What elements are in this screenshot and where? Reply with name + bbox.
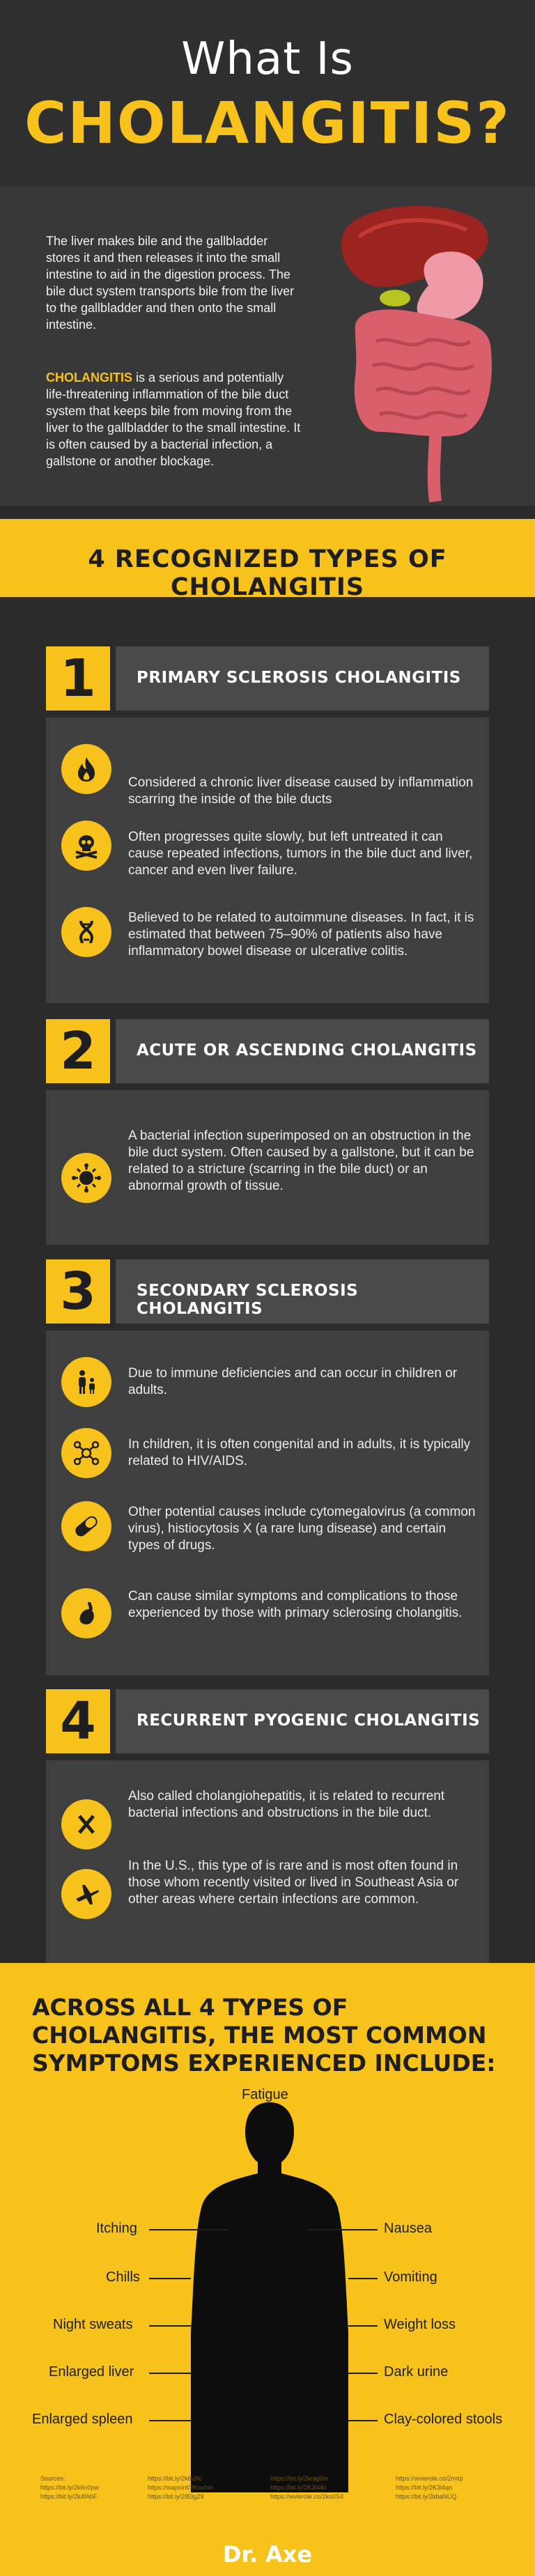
type-1-panel	[46, 717, 489, 1003]
symptom-connector	[149, 2325, 191, 2327]
sources-label: Sources:	[40, 2475, 65, 2482]
source-link[interactable]: https://bit.ly/2K3l44v	[270, 2484, 327, 2491]
symptom-weight-loss: Weight loss	[384, 2317, 456, 2332]
title-line-1: What Is	[181, 33, 354, 85]
symptom-fatigue: Fatigue	[242, 2087, 288, 2102]
list-item-text: Also called cholangiohepatitis, it is related to recurrent bacterial infections and obstructions in the bile duct.	[128, 1789, 445, 1820]
symptom-connector	[149, 2420, 191, 2421]
symptom-night-sweats: Night sweats	[53, 2317, 133, 2332]
symptoms-section	[0, 1963, 535, 2576]
gallbladder-icon	[61, 1588, 111, 1638]
symptom-chills: Chills	[106, 2269, 140, 2285]
dna-icon	[61, 907, 111, 957]
bacteria-icon	[61, 1153, 111, 1203]
type-3-panel	[46, 1330, 489, 1675]
type-4-header	[116, 1689, 489, 1753]
source-link[interactable]: https://wvierole.co/2ko0S4	[270, 2493, 344, 2500]
symptom-enlarged-spleen: Enlarged spleen	[32, 2412, 133, 2427]
digestive-organs-illustration	[317, 202, 526, 509]
type-2-number: 2	[46, 1019, 110, 1083]
type-1-header	[116, 646, 489, 711]
symptoms-title: ACROSS ALL 4 TYPES OF CHOLANGITIS, THE MOST COMMON SYMPTOMS EXPERIENCED INCLUDE:	[32, 1994, 496, 2077]
source-link[interactable]: https://wapoint/2Koxhm	[148, 2484, 213, 2491]
sources-column-4	[396, 2474, 463, 2501]
symptom-clay-colored-stools: Clay-colored stools	[384, 2412, 503, 2427]
source-link[interactable]: https://bit.ly/2kbaNUQ	[396, 2493, 457, 2500]
symptom-connector	[308, 2229, 378, 2230]
type-4-title: RECURRENT PYOGENIC CHOLANGITIS	[137, 1712, 481, 1730]
type-2-header	[116, 1019, 489, 1083]
human-silhouette	[191, 2102, 348, 2492]
list-item-text: Due to immune deficiencies and can occur in children or adults.	[128, 1366, 458, 1397]
intro-paragraph-2	[46, 369, 304, 470]
type-4-panel	[46, 1760, 489, 1966]
source-link[interactable]: https://bit.ly/2k4fAbF	[40, 2493, 98, 2500]
pill-icon	[61, 1501, 111, 1551]
symptom-connector	[348, 2325, 378, 2327]
type-1-title: PRIMARY SCLEROSIS CHOLANGITIS	[137, 669, 461, 687]
symptom-connector	[149, 2229, 228, 2230]
family-icon	[61, 1357, 111, 1407]
sources-column-3	[270, 2474, 343, 2501]
source-link[interactable]: https://bit.ly/2k6n0pw	[40, 2484, 100, 2491]
type-2-panel	[46, 1090, 489, 1245]
type-4-number: 4	[46, 1689, 110, 1753]
source-link[interactable]: https://bit.ly/2k6uXc	[148, 2475, 203, 2482]
symptom-connector	[149, 2278, 191, 2279]
x-icon	[61, 1799, 111, 1849]
symptom-connector	[348, 2420, 378, 2421]
intro-paragraph-1: The liver makes bile and the gallbladder stores it and then releases it into the small intestine to aid in the digestion process. The bile duct system transports bile from the liver to the gallbladder and then onto the small intestine.	[46, 234, 295, 332]
sources-column-2	[148, 2474, 213, 2501]
type-2-title: ACUTE OR ASCENDING CHOLANGITIS	[137, 1041, 477, 1060]
types-banner	[0, 519, 535, 601]
source-link[interactable]: https://wvierole.co/2mtqi	[396, 2475, 463, 2482]
list-item-text: Considered a chronic liver disease caused by inflammation scarring the inside of the bile ducts	[128, 775, 474, 807]
type-1-number: 1	[46, 646, 110, 711]
symptom-nausea: Nausea	[384, 2221, 432, 2236]
list-item-text: A bacterial infection superimposed on an obstruction in the bile duct system. Often caused by a gallstone, but it can be related to a stricture (scarring in the bile duct) or an abnormal growth of tissue.	[128, 1128, 474, 1193]
symptom-connector	[348, 2373, 378, 2374]
airplane-icon	[61, 1869, 111, 1919]
list-item-text: Can cause similar symptoms and complications to those experienced by those with primary sclerosing cholangitis.	[128, 1589, 463, 1620]
symptom-connector	[348, 2278, 378, 2279]
source-link[interactable]: https://bit.ly/2I83g29	[148, 2493, 204, 2500]
symptom-connector	[149, 2373, 191, 2374]
brand-logo: Dr. Axe	[222, 2541, 313, 2568]
header	[0, 0, 535, 187]
list-item-text: Other potential causes include cytomegalovirus (a common virus), histiocytosis X (a rare lung disease) and certain types of drugs.	[128, 1505, 476, 1553]
list-item-text: Believed to be related to autoimmune diseases. In fact, it is estimated that between 75–90% of patients also have inflammatory bowel disease or ulcerative colitis.	[128, 910, 474, 959]
sources-column-1	[40, 2474, 99, 2501]
intro-highlight: CHOLANGITIS	[46, 371, 132, 385]
symptom-vomiting: Vomiting	[384, 2269, 437, 2285]
skull-icon	[61, 821, 111, 871]
flame-icon	[61, 744, 111, 794]
list-item-text: Often progresses quite slowly, but left untreated it can cause repeated infections, tumors in the bile duct and liver, cancer and even liver failure.	[128, 830, 473, 878]
list-item-text: In the U.S., this type of is rare and is most often found in those whom recently visited or lived in Southeast Asia or other areas where certain infections are common.	[128, 1859, 459, 1907]
type-3-number: 3	[46, 1259, 110, 1324]
title-line-2: CHOLANGITIS?	[24, 91, 511, 157]
virus-network-icon	[61, 1428, 111, 1478]
symptom-dark-urine: Dark urine	[384, 2364, 449, 2380]
list-item-text: In children, it is often congenital and in adults, it is typically related to HIV/AIDS.	[128, 1437, 471, 1468]
source-link[interactable]: https://bit.ly/2K3l4qn	[396, 2484, 453, 2491]
type-3-header	[116, 1259, 489, 1324]
types-banner-text: 4 RECOGNIZED TYPES OF CHOLANGITIS	[88, 545, 447, 601]
symptom-itching: Itching	[96, 2221, 137, 2236]
type-3-title: SECONDARY SCLEROSIS CHOLANGITIS	[137, 1282, 359, 1318]
intro-paragraph-2-text: is a serious and potentially life-threatening inflammation of the bile duct system that keeps bile from moving from the liver to the gallbladder to the small intestine. It is often caused by a bacterial infection, a gallstone or another blockage.	[46, 371, 301, 468]
symptom-enlarged-liver: Enlarged liver	[49, 2364, 134, 2380]
source-link[interactable]: https://bit.ly/2krag0m	[270, 2475, 329, 2482]
